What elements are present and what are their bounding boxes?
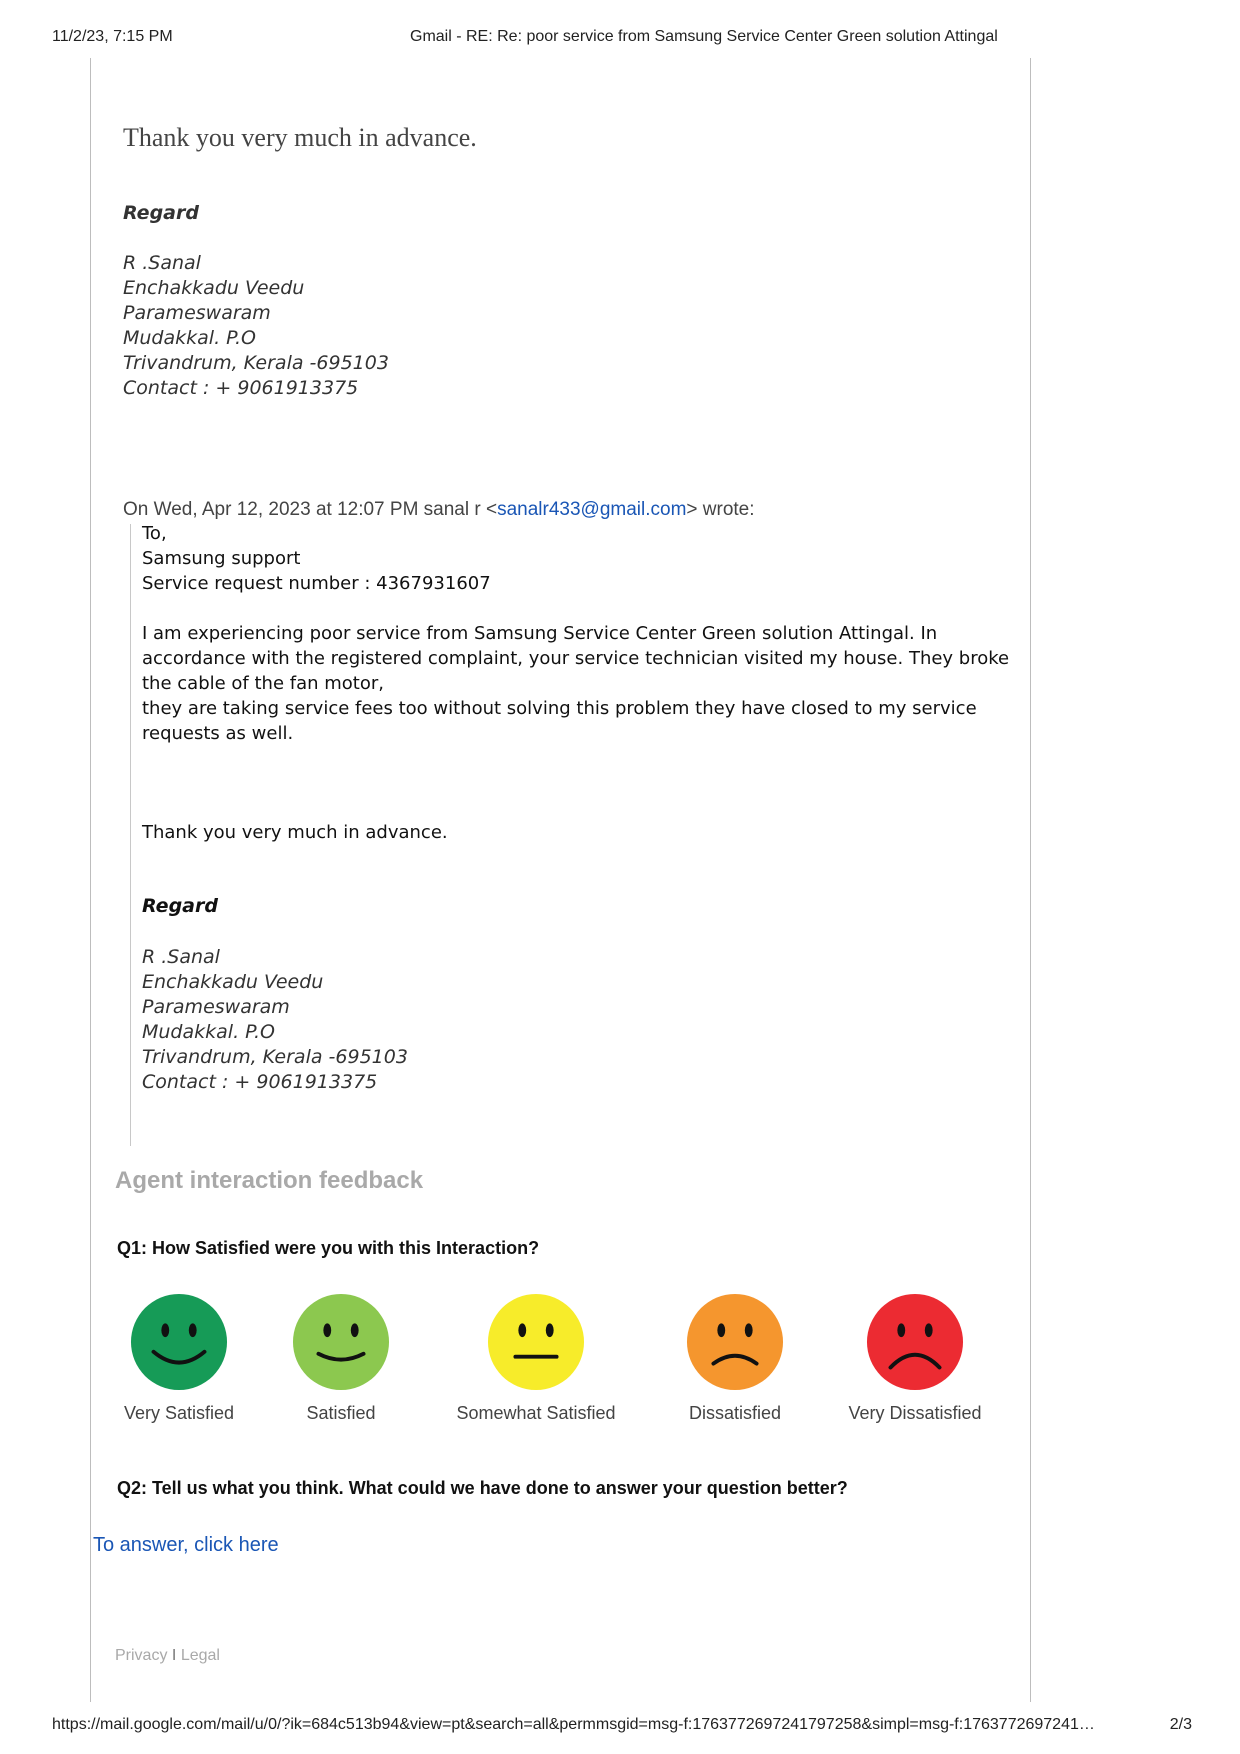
print-date: 11/2/23, 7:15 PM xyxy=(52,28,173,45)
print-header xyxy=(52,28,1192,52)
very-satisfied-face-icon[interactable] xyxy=(130,1293,228,1391)
page-number: 2/3 xyxy=(1169,1716,1192,1733)
quote-bar xyxy=(130,524,131,1146)
message-frame-left-border xyxy=(90,58,91,1702)
signature-line: Contact : + 9061913375 xyxy=(142,1071,378,1093)
print-title: Gmail - RE: Re: poor service from Samsung Service Center Green solution Attingal xyxy=(410,28,998,45)
signature-line: Parameswaram xyxy=(142,996,290,1018)
quote-line: Samsung support xyxy=(142,548,301,569)
dissatisfied-label[interactable]: Dissatisfied xyxy=(688,1403,782,1423)
quote-line: To, xyxy=(142,523,167,544)
reply-regard: Regard xyxy=(123,202,199,224)
quote-paragraph-1: I am experiencing poor service from Samsung Service Center Green solution Attingal. In accordance with the registered complaint, your service technician visited my house. They broke the cable of the fan motor, xyxy=(142,623,1010,694)
feedback-q2: Q2: Tell us what you think. What could we have done to answer your question better? xyxy=(117,1478,848,1498)
somewhat-satisfied-label[interactable]: Somewhat Satisfied xyxy=(456,1403,616,1423)
signature-line: Contact : + 9061913375 xyxy=(123,377,359,399)
reply-thanks: Thank you very much in advance. xyxy=(123,123,477,152)
quote-paragraph-2: they are taking service fees too without solving this problem they have closed to my service requests as well. xyxy=(142,698,977,744)
very-dissatisfied-label[interactable]: Very Dissatisfied xyxy=(848,1403,982,1423)
somewhat-satisfied-face-icon[interactable] xyxy=(487,1293,585,1391)
signature-line: Enchakkadu Veedu xyxy=(123,277,305,299)
signature-line: Enchakkadu Veedu xyxy=(142,971,324,993)
signature-line: Trivandrum, Kerala -695103 xyxy=(142,1046,408,1068)
signature-line: Trivandrum, Kerala -695103 xyxy=(123,352,389,374)
satisfied-face-icon[interactable] xyxy=(292,1293,390,1391)
face-circle xyxy=(131,1294,227,1390)
print-footer xyxy=(52,1716,1192,1740)
quote-addressee xyxy=(142,521,1012,596)
sender-email-link[interactable]: sanalr433@gmail.com xyxy=(497,499,687,520)
message-frame-right-border xyxy=(1030,58,1031,1702)
quote-header-prefix: On Wed, Apr 12, 2023 at 12:07 PM sanal r < xyxy=(123,499,498,520)
feedback-title: Agent interaction feedback xyxy=(115,1167,424,1194)
quote-header-suffix: > wrote: xyxy=(686,499,755,520)
signature-line: Mudakkal. P.O xyxy=(142,1021,275,1043)
quote-regard: Regard xyxy=(142,895,218,917)
legal-links xyxy=(115,1647,220,1665)
legal-separator: I xyxy=(171,1647,177,1664)
quote-line: Service request number : 4367931607 xyxy=(142,573,491,594)
quote-signature xyxy=(142,945,408,1095)
quote-thanks: Thank you very much in advance. xyxy=(142,822,448,843)
signature-line: R .Sanal xyxy=(123,252,201,274)
answer-link[interactable]: To answer, click here xyxy=(93,1534,279,1556)
print-url: https://mail.google.com/mail/u/0/?ik=684c513b94&view=pt&search=all&permmsgid=msg-f:1763772697241797258&simpl=msg-f:1763772697241… xyxy=(52,1716,1095,1733)
legal-link[interactable]: Legal xyxy=(180,1647,220,1664)
dissatisfied-face-icon[interactable] xyxy=(686,1293,784,1391)
very-satisfied-label[interactable]: Very Satisfied xyxy=(123,1403,235,1423)
reply-signature xyxy=(123,251,389,401)
signature-line: Parameswaram xyxy=(123,302,271,324)
signature-line: R .Sanal xyxy=(142,946,220,968)
very-dissatisfied-face-icon[interactable] xyxy=(866,1293,964,1391)
signature-line: Mudakkal. P.O xyxy=(123,327,256,349)
satisfied-label[interactable]: Satisfied xyxy=(306,1403,376,1423)
privacy-link[interactable]: Privacy xyxy=(115,1647,168,1664)
feedback-q1: Q1: How Satisfied were you with this Interaction? xyxy=(117,1238,540,1258)
quote-header xyxy=(123,499,755,521)
